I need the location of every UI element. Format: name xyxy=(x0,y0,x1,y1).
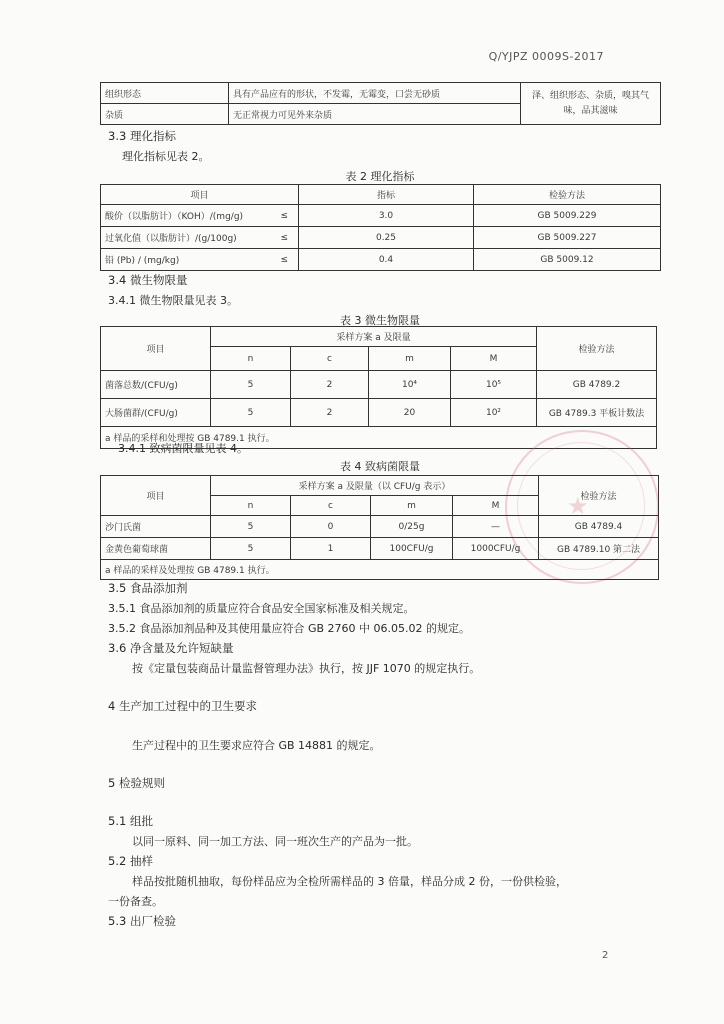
table-cell-item: 过氧化值（以脂肪计）/(g/100g) xyxy=(105,234,237,244)
section-3-4-heading: 3.4 微生物限量 xyxy=(108,273,188,287)
table-subheader: c xyxy=(291,347,369,371)
table-header-plan: 采样方案 a 及限量（以 CFU/g 表示） xyxy=(211,476,539,496)
table-cell-m: 100CFU/g xyxy=(371,538,453,560)
section-5-heading: 5 检验规则 xyxy=(108,776,165,790)
table2-caption: 表 2 理化指标 xyxy=(345,170,415,183)
table3-caption: 表 3 微生物限量 xyxy=(340,314,420,327)
document-code: Q/YJPZ 0009S-2017 xyxy=(488,50,604,63)
section-5-2-heading: 5.2 抽样 xyxy=(108,854,153,868)
section-4-heading: 4 生产加工过程中的卫生要求 xyxy=(108,699,257,713)
section-5-1-text: 以同一原料、同一加工方法、同一班次生产的产品为一批。 xyxy=(132,835,418,848)
sensory-table-continuation xyxy=(100,82,661,125)
table4-caption: 表 4 致病菌限量 xyxy=(340,460,420,473)
section-5-3-heading: 5.3 出厂检验 xyxy=(108,914,176,928)
table-header-item: 项目 xyxy=(101,476,211,516)
section-3-6-heading: 3.6 净含量及允许短缺量 xyxy=(108,641,234,655)
table-row xyxy=(101,205,299,227)
star-icon: ★ xyxy=(567,492,589,520)
section-3-4-1-text: 3.4.1 微生物限量见表 3。 xyxy=(108,294,238,307)
table-cell-item: 酸价（以脂肪计）（KOH）/(mg/g) xyxy=(105,212,244,222)
table-cell-method: GB 4789.10 第二法 xyxy=(539,538,659,560)
table-row xyxy=(101,227,299,249)
section-pathogen-text: 3.4.1 致病菌限量见表 4。 xyxy=(118,442,248,455)
table-subheader: M xyxy=(451,347,537,371)
table-header-method: 检验方法 xyxy=(539,476,659,516)
table-cell-m: 10⁴ xyxy=(369,371,451,399)
table-note: a 样品的采样和处理按 GB 4789.1 执行。 xyxy=(101,427,657,449)
table-cell-requirement: 具有产品应有的形状，不发霉，无霉变，口尝无砂质 xyxy=(229,83,521,104)
section-3-5-2-text: 3.5.2 食品添加剂品种及其使用量应符合 GB 2760 中 06.05.02 的规定。 xyxy=(108,622,471,635)
page-number: 2 xyxy=(602,950,609,961)
table-subheader: n xyxy=(211,496,291,516)
table-cell-method: GB 4789.2 xyxy=(537,371,657,399)
table-row xyxy=(101,249,299,271)
table-cell-c: 2 xyxy=(291,399,369,427)
table-cell-item: 组织形态 xyxy=(101,83,229,104)
table-note: a 样品的采样及处理按 GB 4789.1 执行。 xyxy=(101,560,659,580)
section-5-1-heading: 5.1 组批 xyxy=(108,814,153,828)
table-cell-item: 大肠菌群/(CFU/g) xyxy=(101,399,211,427)
table-header: 指标 xyxy=(299,185,474,205)
table-cell-M: 10⁵ xyxy=(451,371,537,399)
table-cell-value: 3.0 xyxy=(299,205,474,227)
table-subheader: n xyxy=(211,347,291,371)
table-cell-M: 10² xyxy=(451,399,537,427)
table-cell-n: 5 xyxy=(211,371,291,399)
table-cell-c: 1 xyxy=(291,538,371,560)
table-cell-M: — xyxy=(453,516,539,538)
physicochemical-table xyxy=(100,184,661,271)
table-header: 检验方法 xyxy=(474,185,661,205)
table-subheader: M xyxy=(453,496,539,516)
table-cell-n: 5 xyxy=(211,538,291,560)
section-3-5-heading: 3.5 食品添加剂 xyxy=(108,581,188,595)
table-cell-n: 5 xyxy=(211,516,291,538)
leq-symbol: ≤ xyxy=(280,210,288,221)
table-header: 项目 xyxy=(101,185,299,205)
table-cell-c: 2 xyxy=(291,371,369,399)
section-5-2-text-line1: 样品按批随机抽取，每份样品应为全检所需样品的 3 倍量，样品分成 2 份，一份供检验， xyxy=(132,875,567,888)
table-header-item: 项目 xyxy=(101,327,211,371)
table-subheader: m xyxy=(369,347,451,371)
table-cell-n: 5 xyxy=(211,399,291,427)
table-cell-method: GB 4789.4 xyxy=(539,516,659,538)
table-cell-item: 杂质 xyxy=(101,104,229,125)
section-3-3-text: 理化指标见表 2。 xyxy=(122,150,210,163)
leq-symbol: ≤ xyxy=(280,254,288,265)
table-cell-method: GB 5009.229 xyxy=(474,205,661,227)
table-cell-m: 20 xyxy=(369,399,451,427)
table-subheader: c xyxy=(291,496,371,516)
section-3-5-1-text: 3.5.1 食品添加剂的质量应符合食品安全国家标准及相关规定。 xyxy=(108,602,415,615)
table-cell-method: GB 5009.227 xyxy=(474,227,661,249)
table-cell-value: 0.25 xyxy=(299,227,474,249)
table-cell-item: 菌落总数/(CFU/g) xyxy=(101,371,211,399)
pathogen-limits-table xyxy=(100,475,659,580)
table-cell-M: 1000CFU/g xyxy=(453,538,539,560)
table-cell-c: 0 xyxy=(291,516,371,538)
table-cell-method: GB 4789.3 平板计数法 xyxy=(537,399,657,427)
table-cell-item: 铅 (Pb) / (mg/kg) xyxy=(105,256,180,266)
section-4-text: 生产过程中的卫生要求应符合 GB 14881 的规定。 xyxy=(132,739,381,752)
table-cell-requirement: 无正常视力可见外来杂质 xyxy=(229,104,521,125)
table-header-plan: 采样方案 a 及限量 xyxy=(211,327,537,347)
section-5-2-text-line2: 一份备查。 xyxy=(108,895,163,908)
table-cell-method: GB 5009.12 xyxy=(474,249,661,271)
section-3-6-text: 按《定量包装商品计量监督管理办法》执行，按 JJF 1070 的规定执行。 xyxy=(132,662,481,675)
table-cell-m: 0/25g xyxy=(371,516,453,538)
leq-symbol: ≤ xyxy=(280,232,288,243)
table-header-method: 检验方法 xyxy=(537,327,657,371)
table-cell-item: 金黄色葡萄球菌 xyxy=(101,538,211,560)
table-cell-method: 泽、组织形态、杂质，嗅其气味，品其滋味 xyxy=(521,83,661,125)
section-3-3-heading: 3.3 理化指标 xyxy=(108,129,176,143)
table-cell-value: 0.4 xyxy=(299,249,474,271)
table-cell-item: 沙门氏菌 xyxy=(101,516,211,538)
table-subheader: m xyxy=(371,496,453,516)
